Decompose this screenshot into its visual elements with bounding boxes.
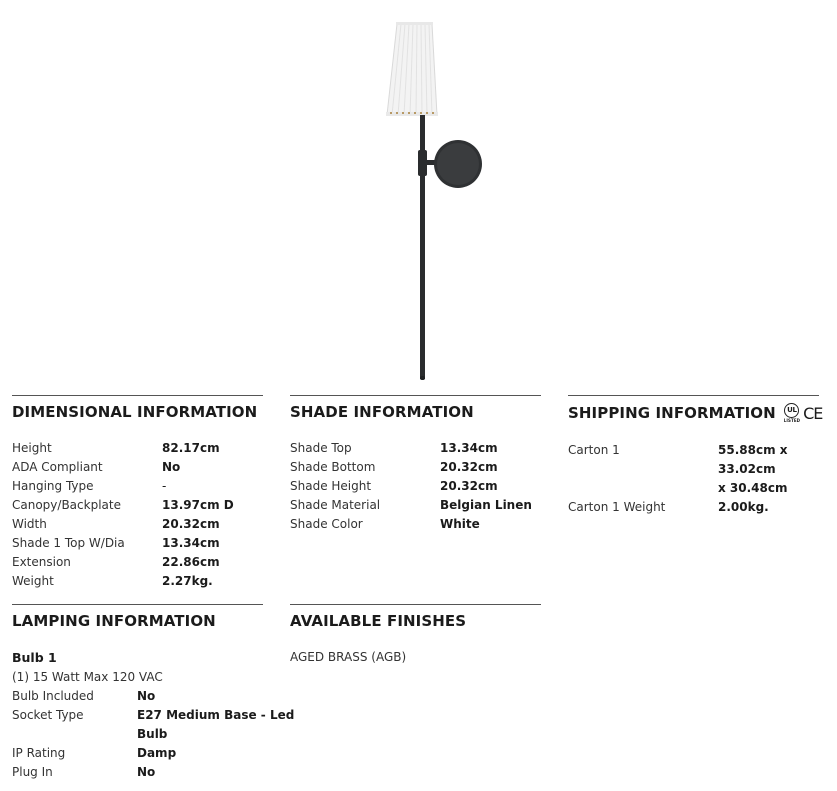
spec-list xyxy=(290,439,541,534)
spec-row xyxy=(568,441,819,498)
spec-row xyxy=(290,496,541,515)
spec-value: 13.34cm xyxy=(440,441,498,455)
bulb-heading: Bulb 1 xyxy=(12,650,57,665)
spec-value: 13.97cm D xyxy=(162,498,234,512)
spec-value: No xyxy=(137,689,156,703)
spec-value: 2.00kg. xyxy=(718,500,769,514)
spec-value: No xyxy=(162,460,181,474)
spec-row xyxy=(12,477,263,496)
spec-row xyxy=(12,496,263,515)
spec-row xyxy=(12,706,295,744)
spec-label: IP Rating xyxy=(12,746,66,760)
spec-value-line: 55.88cm x 33.02cm xyxy=(718,443,788,476)
spec-label: Weight xyxy=(12,574,54,588)
spec-list xyxy=(12,439,263,591)
spec-label: Shade Height xyxy=(290,479,372,493)
spec-value-line: x 30.48cm xyxy=(718,481,788,495)
spec-value: 13.34cm xyxy=(162,536,220,550)
spec-label: Socket Type xyxy=(12,708,84,722)
wall-sconce-icon xyxy=(380,18,490,382)
spec-value: No xyxy=(137,765,156,779)
spec-label: Shade 1 Top W/Dia xyxy=(12,536,125,550)
bulb-description: (1) 15 Watt Max 120 VAC xyxy=(12,670,163,684)
spec-label: Extension xyxy=(12,555,71,569)
spec-row xyxy=(12,439,263,458)
spec-value xyxy=(137,706,294,744)
section-title xyxy=(568,403,823,423)
shipping-section xyxy=(568,395,823,517)
spec-value: 20.32cm xyxy=(162,517,220,531)
finish-item: AGED BRASS (AGB) xyxy=(290,650,407,664)
spec-row xyxy=(290,515,541,534)
spec-row xyxy=(12,515,263,534)
finish-list xyxy=(290,648,541,667)
spec-value: 20.32cm xyxy=(440,479,498,493)
spec-value: - xyxy=(162,479,167,493)
spec-row xyxy=(12,458,263,477)
spec-row xyxy=(12,553,263,572)
listed-mark: LISTED xyxy=(783,418,801,423)
spec-value: 2.27kg. xyxy=(162,574,213,588)
spec-label: Hanging Type xyxy=(12,479,94,493)
shade-section xyxy=(290,395,541,534)
spec-label: Height xyxy=(12,441,52,455)
spec-label: Width xyxy=(12,517,47,531)
spec-value xyxy=(718,441,819,498)
lamping-section xyxy=(12,604,295,782)
spec-label: ADA Compliant xyxy=(12,460,103,474)
finishes-section xyxy=(290,604,541,667)
section-title-text: SHIPPING INFORMATION xyxy=(568,404,776,422)
section-title: DIMENSIONAL INFORMATION xyxy=(12,403,258,421)
spec-label: Carton 1 Weight xyxy=(568,500,666,514)
spec-label: Shade Material xyxy=(290,498,381,512)
spec-label: Shade Color xyxy=(290,517,363,531)
ul-listed-icon xyxy=(784,403,800,423)
spec-row xyxy=(290,477,541,496)
spec-value: Belgian Linen xyxy=(440,498,532,512)
spec-row xyxy=(12,687,263,706)
section-divider xyxy=(290,604,541,605)
spec-value: 82.17cm xyxy=(162,441,220,455)
spec-row xyxy=(12,763,263,782)
dimensional-section xyxy=(12,395,263,591)
section-divider xyxy=(290,395,541,396)
spec-value-line: Bulb xyxy=(137,727,168,741)
spec-value: Damp xyxy=(137,746,177,760)
spec-label: Canopy/Backplate xyxy=(12,498,121,512)
spec-row xyxy=(290,458,541,477)
spec-list xyxy=(12,648,295,782)
spec-row xyxy=(12,572,263,591)
section-divider xyxy=(12,604,263,605)
spec-row xyxy=(12,534,263,553)
spec-label: Plug In xyxy=(12,765,53,779)
spec-row xyxy=(290,439,541,458)
ce-mark-icon: CE xyxy=(803,403,823,423)
spec-value: 22.86cm xyxy=(162,555,220,569)
spec-list xyxy=(568,441,819,517)
spec-label: Shade Bottom xyxy=(290,460,376,474)
ul-mark: UL xyxy=(784,403,799,418)
spec-label: Shade Top xyxy=(290,441,352,455)
spec-label: Carton 1 xyxy=(568,443,620,457)
section-divider xyxy=(12,395,263,396)
section-title: LAMPING INFORMATION xyxy=(12,612,216,630)
spec-row xyxy=(568,498,819,517)
spec-value: 20.32cm xyxy=(440,460,498,474)
spec-label: Bulb Included xyxy=(12,689,94,703)
certification-badges xyxy=(784,403,823,423)
spec-value: White xyxy=(440,517,480,531)
section-title: AVAILABLE FINISHES xyxy=(290,612,467,630)
spec-value-line: E27 Medium Base - Led xyxy=(137,708,295,722)
section-divider xyxy=(568,395,819,396)
section-title: SHADE INFORMATION xyxy=(290,403,474,421)
spec-row xyxy=(12,744,263,763)
